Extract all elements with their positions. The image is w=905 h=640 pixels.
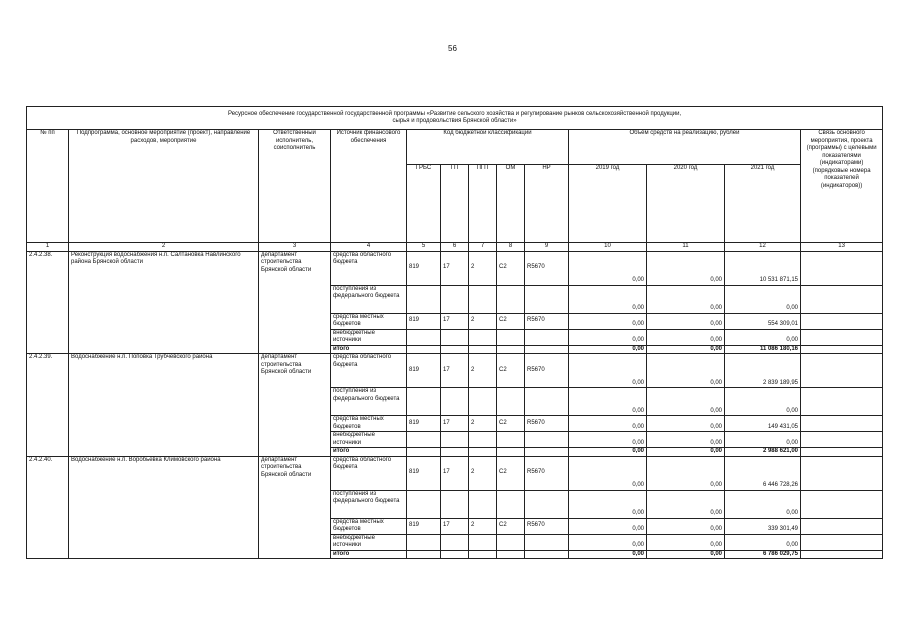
value-2020: 0,00: [647, 490, 725, 518]
value-2019: 0,00: [569, 448, 647, 457]
code-pgp: 2: [469, 518, 497, 534]
code-pgp: [469, 432, 497, 448]
value-2021: 149 431,05: [725, 416, 801, 432]
col-num: 9: [525, 243, 569, 252]
funding-source: внебюджетные источники: [331, 329, 407, 345]
code-nr: R5670: [525, 456, 569, 490]
code-gp: 17: [441, 456, 469, 490]
code-pgp: [469, 490, 497, 518]
col-num: 3: [259, 243, 331, 252]
funding-source: средства местных бюджетов: [331, 518, 407, 534]
code-nr: R5670: [525, 416, 569, 432]
code-grbs: [407, 490, 441, 518]
indicator-link: [801, 354, 883, 388]
code-grbs: [407, 285, 441, 313]
value-2019: 0,00: [569, 456, 647, 490]
value-2019: 0,00: [569, 313, 647, 329]
header-om: ОМ: [497, 165, 525, 243]
measure-name: Водоснабжение н.п. Поповка Трубчевского района: [69, 354, 259, 457]
value-2019: 0,00: [569, 388, 647, 416]
code-grbs: [407, 448, 441, 457]
code-gp: 17: [441, 313, 469, 329]
header-volumes: Объём средств на реализацию, рублей: [569, 130, 801, 165]
header-executor: Ответственный исполнитель, соисполнитель: [259, 130, 331, 243]
value-2020: 0,00: [647, 285, 725, 313]
code-grbs: 819: [407, 416, 441, 432]
code-nr: R5670: [525, 354, 569, 388]
value-2019: 0,00: [569, 251, 647, 285]
value-2021: 0,00: [725, 329, 801, 345]
code-grbs: [407, 329, 441, 345]
col-num: 8: [497, 243, 525, 252]
code-pgp: 2: [469, 416, 497, 432]
code-gp: 17: [441, 251, 469, 285]
code-om: [497, 534, 525, 550]
indicator-link: [801, 416, 883, 432]
code-nr: [525, 329, 569, 345]
executor: департамент строительства Брянской области: [259, 354, 331, 457]
value-2021: 6 446 728,26: [725, 456, 801, 490]
code-grbs: 819: [407, 354, 441, 388]
code-om: [497, 388, 525, 416]
funding-source: итого: [331, 448, 407, 457]
funding-source: поступления из федерального бюджета: [331, 285, 407, 313]
code-gp: 17: [441, 416, 469, 432]
code-pgp: 2: [469, 251, 497, 285]
code-grbs: [407, 432, 441, 448]
code-pgp: 2: [469, 354, 497, 388]
code-om: C2: [497, 251, 525, 285]
value-2021: 339 301,49: [725, 518, 801, 534]
header-link: Связь основного мероприятия, проекта (программы) с целевыми показателями (индикаторами) (порядковые номера показателей (индикаторов)): [801, 130, 883, 243]
col-num: 4: [331, 243, 407, 252]
table-row: [27, 354, 883, 388]
col-num: 1: [27, 243, 69, 252]
indicator-link: [801, 285, 883, 313]
code-om: C2: [497, 456, 525, 490]
value-2020: 0,00: [647, 550, 725, 559]
column-numbers-row: [27, 243, 883, 252]
executor: департамент строительства Брянской области: [259, 456, 331, 559]
header-grbs: ГРБС: [407, 165, 441, 243]
table-row: [27, 456, 883, 490]
code-grbs: [407, 388, 441, 416]
funding-source: внебюджетные источники: [331, 432, 407, 448]
executor: департамент строительства Брянской области: [259, 251, 331, 354]
row-number: 2.4.2.39.: [27, 354, 69, 457]
indicator-link: [801, 550, 883, 559]
code-om: C2: [497, 416, 525, 432]
col-num: 11: [647, 243, 725, 252]
value-2020: 0,00: [647, 329, 725, 345]
code-grbs: 819: [407, 456, 441, 490]
value-2019: 0,00: [569, 285, 647, 313]
code-nr: [525, 388, 569, 416]
value-2021: 0,00: [725, 490, 801, 518]
code-pgp: 2: [469, 456, 497, 490]
indicator-link: [801, 432, 883, 448]
measure-name: Реконструкция водоснабжения н.п. Салтановка Навлинского района Брянской области: [69, 251, 259, 354]
value-2021: 0,00: [725, 285, 801, 313]
code-om: [497, 432, 525, 448]
header-2020: 2020 год: [647, 165, 725, 243]
funding-source: средства областного бюджета: [331, 354, 407, 388]
value-2020: 0,00: [647, 354, 725, 388]
value-2020: 0,00: [647, 534, 725, 550]
code-om: C2: [497, 354, 525, 388]
indicator-link: [801, 388, 883, 416]
code-om: [497, 490, 525, 518]
code-om: [497, 550, 525, 559]
resource-table: [26, 106, 883, 559]
code-grbs: 819: [407, 251, 441, 285]
header-pgp: ПГП: [469, 165, 497, 243]
code-om: [497, 448, 525, 457]
code-nr: [525, 550, 569, 559]
value-2021: 10 531 871,15: [725, 251, 801, 285]
value-2021: 11 086 180,16: [725, 345, 801, 354]
code-pgp: [469, 448, 497, 457]
value-2020: 0,00: [647, 432, 725, 448]
code-grbs: 819: [407, 518, 441, 534]
value-2021: 2 839 189,95: [725, 354, 801, 388]
header-subprogram: Подпрограмма, основное мероприятие (проект), направление расходов, мероприятие: [69, 130, 259, 243]
code-om: C2: [497, 313, 525, 329]
funding-source: итого: [331, 345, 407, 354]
col-num: 5: [407, 243, 441, 252]
value-2019: 0,00: [569, 354, 647, 388]
table-title: [27, 107, 883, 130]
code-nr: [525, 534, 569, 550]
header-budget-code: Код бюджетной классификации: [407, 130, 569, 165]
code-pgp: [469, 388, 497, 416]
value-2020: 0,00: [647, 345, 725, 354]
measure-name: Водоснабжение н.п. Воробьевка Климовского района: [69, 456, 259, 559]
code-pgp: [469, 534, 497, 550]
funding-source: итого: [331, 550, 407, 559]
indicator-link: [801, 534, 883, 550]
value-2020: 0,00: [647, 416, 725, 432]
title-line-2: сырья и продовольствия Брянской области»: [392, 118, 517, 124]
code-om: C2: [497, 518, 525, 534]
value-2019: 0,00: [569, 534, 647, 550]
value-2019: 0,00: [569, 490, 647, 518]
funding-source: поступления из федерального бюджета: [331, 388, 407, 416]
code-nr: [525, 432, 569, 448]
code-grbs: [407, 345, 441, 354]
code-grbs: [407, 550, 441, 559]
indicator-link: [801, 313, 883, 329]
header-2021: 2021 год: [725, 165, 801, 243]
code-nr: R5670: [525, 251, 569, 285]
indicator-link: [801, 490, 883, 518]
code-pgp: 2: [469, 313, 497, 329]
row-number: 2.4.2.38.: [27, 251, 69, 354]
indicator-link: [801, 456, 883, 490]
funding-source: средства местных бюджетов: [331, 313, 407, 329]
header-gp: ГП: [441, 165, 469, 243]
col-num: 7: [469, 243, 497, 252]
code-gp: [441, 448, 469, 457]
col-num: 13: [801, 243, 883, 252]
col-num: 10: [569, 243, 647, 252]
value-2020: 0,00: [647, 388, 725, 416]
code-nr: [525, 345, 569, 354]
code-gp: [441, 550, 469, 559]
code-gp: [441, 490, 469, 518]
code-gp: [441, 329, 469, 345]
funding-source: средства областного бюджета: [331, 456, 407, 490]
row-number: 2.4.2.40.: [27, 456, 69, 559]
value-2019: 0,00: [569, 432, 647, 448]
code-pgp: [469, 345, 497, 354]
code-pgp: [469, 550, 497, 559]
code-gp: [441, 432, 469, 448]
code-pgp: [469, 285, 497, 313]
value-2021: 0,00: [725, 432, 801, 448]
value-2021: 0,00: [725, 534, 801, 550]
col-num: 12: [725, 243, 801, 252]
indicator-link: [801, 251, 883, 285]
code-grbs: 819: [407, 313, 441, 329]
code-gp: 17: [441, 354, 469, 388]
value-2020: 0,00: [647, 456, 725, 490]
funding-source: внебюджетные источники: [331, 534, 407, 550]
code-gp: [441, 388, 469, 416]
indicator-link: [801, 329, 883, 345]
col-num: 6: [441, 243, 469, 252]
code-gp: [441, 534, 469, 550]
value-2020: 0,00: [647, 251, 725, 285]
header-2019: 2019 год: [569, 165, 647, 243]
header-nr: НР: [525, 165, 569, 243]
value-2020: 0,00: [647, 448, 725, 457]
value-2020: 0,00: [647, 313, 725, 329]
table-row: [27, 251, 883, 285]
value-2019: 0,00: [569, 345, 647, 354]
indicator-link: [801, 518, 883, 534]
code-nr: [525, 490, 569, 518]
value-2019: 0,00: [569, 550, 647, 559]
code-pgp: [469, 329, 497, 345]
value-2021: 2 988 621,00: [725, 448, 801, 457]
value-2019: 0,00: [569, 518, 647, 534]
value-2020: 0,00: [647, 518, 725, 534]
code-nr: [525, 448, 569, 457]
value-2019: 0,00: [569, 416, 647, 432]
value-2019: 0,00: [569, 329, 647, 345]
code-gp: [441, 345, 469, 354]
title-line-1: Ресурсное обеспечение государственной государственной программы «Развитие сельского хозяйства и регулирование рынков сельскохозяйственной продукции,: [227, 110, 682, 117]
value-2021: 6 786 029,75: [725, 550, 801, 559]
code-gp: 17: [441, 518, 469, 534]
funding-source: поступления из федерального бюджета: [331, 490, 407, 518]
code-nr: R5670: [525, 313, 569, 329]
indicator-link: [801, 345, 883, 354]
code-grbs: [407, 534, 441, 550]
header-source: Источник финансового обеспечения: [331, 130, 407, 243]
code-nr: R5670: [525, 518, 569, 534]
value-2021: 0,00: [725, 388, 801, 416]
page-number: 56: [448, 44, 457, 53]
code-nr: [525, 285, 569, 313]
code-om: [497, 329, 525, 345]
code-om: [497, 345, 525, 354]
code-gp: [441, 285, 469, 313]
header-num: № пп: [27, 130, 69, 243]
code-om: [497, 285, 525, 313]
col-num: 2: [69, 243, 259, 252]
value-2021: 554 309,01: [725, 313, 801, 329]
indicator-link: [801, 448, 883, 457]
funding-source: средства местных бюджетов: [331, 416, 407, 432]
funding-source: средства областного бюджета: [331, 251, 407, 285]
